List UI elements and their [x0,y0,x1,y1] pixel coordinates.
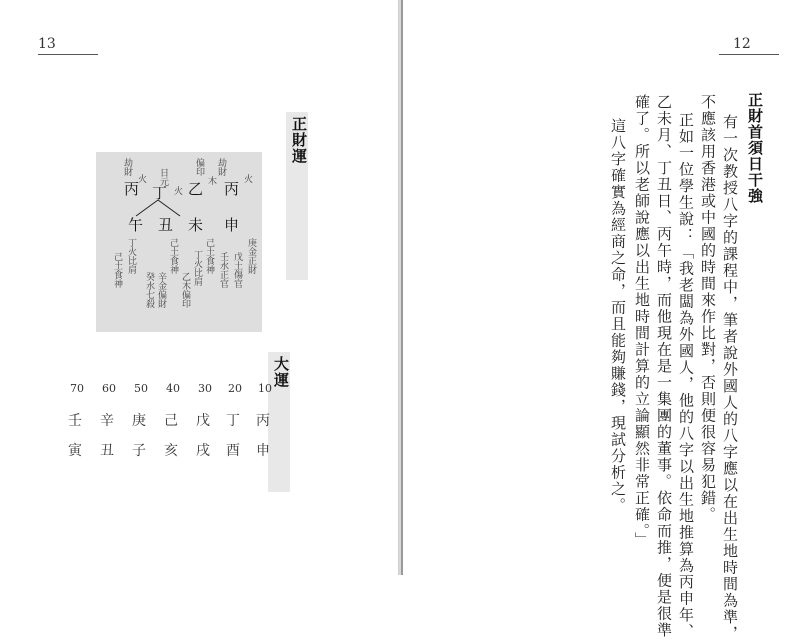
hidden-stem-3b: 丁火比肩 [192,250,202,286]
dayun-branch: 丑 [100,443,114,459]
stem-4: 丙 [224,180,240,198]
dayun-age: 70 [70,382,84,395]
dayun-age: 20 [228,382,242,395]
dayun-branch: 寅 [68,443,82,459]
hidden-stem-4c: 壬水正官 [218,252,228,288]
top-label-1: 劫財 [122,158,132,176]
dayun-age: 50 [134,382,148,395]
dayun-branch: 申 [256,443,270,459]
dayun-branch: 戌 [196,443,210,459]
top-small-4: 火 [242,174,252,183]
page-number-right: 12 [733,36,751,52]
stem-3: 丁 [152,184,168,202]
hidden-stem-2b: 辛金偏財 [156,272,166,308]
stem-1: 丙 [124,180,140,198]
dayun-branch: 子 [132,443,146,459]
dayun-branch: 酉 [226,443,240,459]
top-label-3: 日元 [158,168,168,186]
top-label-4: 劫財 [216,158,226,176]
page-number-left: 13 [38,36,56,52]
body-column-6: 這八字確實為經商之命，而且能夠賺錢，現試分析之。 [609,118,627,514]
top-label-2: 偏印 [194,158,204,176]
stem-2: 乙 [188,180,204,198]
dayun-stem: 戊 [196,413,210,429]
branch-1: 午 [128,216,144,234]
left-page [0,0,399,575]
side-heading: 正財運 [290,116,308,164]
dayun-heading: 大運 [272,356,290,388]
top-small-2: 木 [206,176,216,185]
body-column-1: 有一次教授八字的課程中，筆者說外國人的八字應以在出生地時間為準， [721,114,739,642]
dayun-stem: 丁 [226,413,240,429]
side-heading-tab [286,112,308,280]
body-column-2: 不應該用香港或中國的時間來作比對，否則便很容易犯錯。 [699,94,717,523]
dayun-age: 40 [166,382,180,395]
hidden-stem-2c: 癸水七殺 [144,272,154,308]
hidden-stem-1b: 己土食神 [112,252,122,288]
hidden-stem-3c: 乙木偏印 [180,272,190,308]
branch-3: 未 [188,216,204,234]
dayun-stem: 辛 [100,413,114,429]
dayun-age: 10 [258,382,272,395]
hidden-stem-3a: 己土食神 [204,238,214,274]
dayun-stem: 壬 [68,413,82,429]
body-column-3: 正如一位學生說：「我老闆為外國人，他的八字以出生地推算為丙申年、 [677,112,695,640]
dayun-branch: 亥 [164,443,178,459]
hidden-stem-1a: 丁火比肩 [126,238,136,274]
branch-2: 丑 [158,216,174,234]
page-number-rule-right [719,54,779,55]
dayun-stem: 己 [164,413,178,429]
body-column-5: 確了。所以老師說應以出生地時間計算的立論顯然非常正確。」 [633,94,651,549]
section-heading: 正財首須日干強 [746,92,764,204]
body-column-4: 乙未月、丁丑日、丙午時，而他現在是一集團的董事。依命而推，便是很準 [655,94,673,639]
hidden-stem-2a: 己土食神 [168,238,178,274]
dayun-heading-tab [268,352,290,492]
top-small-1: 火 [136,174,146,183]
dayun-age: 30 [198,382,212,395]
page-number-rule-left [38,54,98,55]
right-page [401,0,800,642]
dayun-age: 60 [102,382,116,395]
top-small-3: 火 [172,186,182,195]
dayun-stem: 丙 [256,413,270,429]
bazi-chart [96,152,262,332]
hidden-stem-4a: 庚金正財 [246,238,256,274]
hidden-stem-4b: 戊土傷官 [232,252,242,288]
branch-4: 申 [224,216,240,234]
dayun-stem: 庚 [132,413,146,429]
